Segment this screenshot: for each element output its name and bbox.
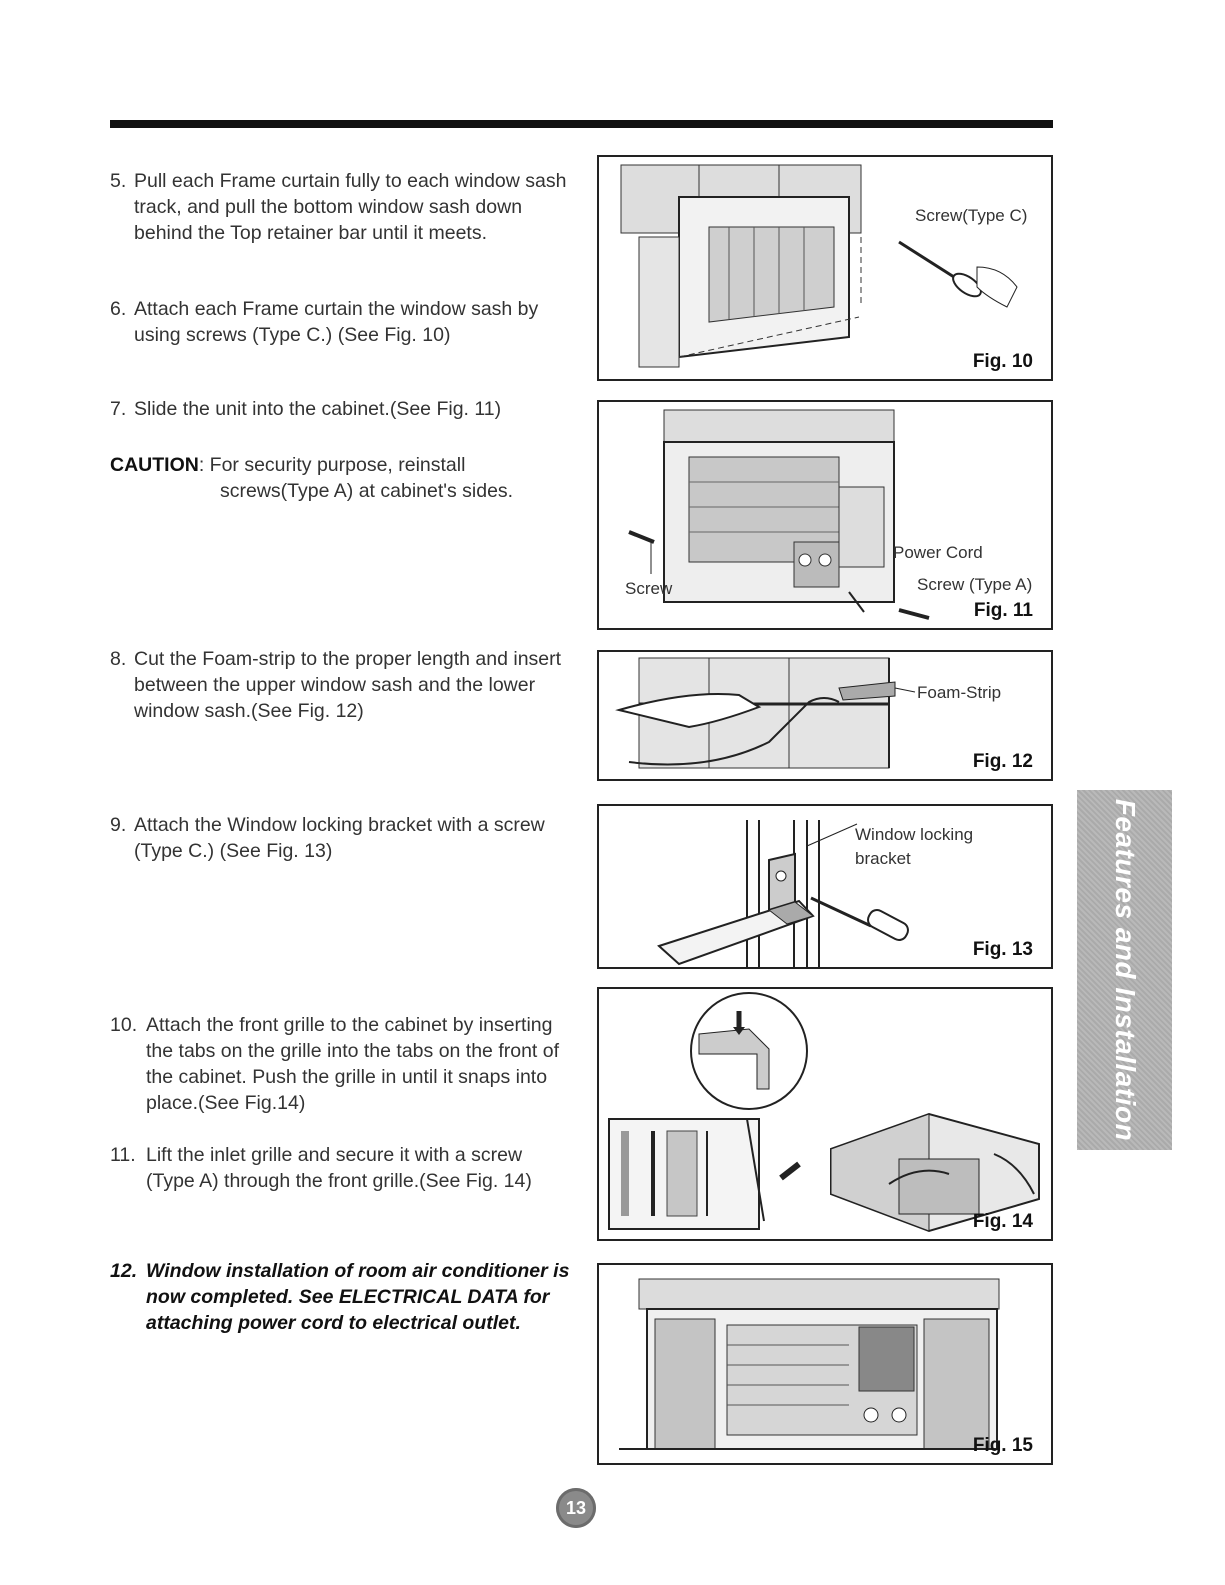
- step-text: Attach each Frame curtain the window sash by using screws (Type C.) (See Fig. 10): [134, 298, 539, 346]
- step-12: [110, 1258, 570, 1336]
- step-6: [110, 296, 570, 348]
- step-9: [110, 812, 570, 864]
- fig14-label: Fig. 14: [972, 1211, 1033, 1232]
- step-number: 6.: [110, 298, 127, 320]
- caution-note: CAUTION: For security purpose, reinstall screws(Type A) at cabinet's sides.: [110, 452, 570, 504]
- fig11-callout-screw: Screw: [625, 579, 673, 598]
- figure-15: [597, 1263, 1053, 1465]
- side-tab-label: Features and Installation: [1109, 798, 1141, 1142]
- fig13-label: Fig. 13: [972, 939, 1033, 960]
- step-text: Attach the front grille to the cabinet by inserting the tabs on the grille into the tabs on the front of the cabinet. Push the grille in until it snaps into place.(See Fig.14): [146, 1014, 560, 1114]
- fig11-label: Fig. 11: [973, 600, 1033, 621]
- figure-10: [597, 155, 1053, 381]
- top-rule: [110, 120, 1053, 128]
- figure-14: [597, 987, 1053, 1241]
- step-10: [110, 1012, 570, 1116]
- fig10-label: Fig. 10: [972, 351, 1033, 372]
- fig11-callout-screw-type-a: Screw (Type A): [917, 575, 1033, 594]
- figure-11: [597, 400, 1053, 630]
- fig12-label: Fig. 12: [972, 751, 1033, 772]
- step-number: 9.: [110, 814, 127, 836]
- section-side-tab: [1077, 790, 1172, 1150]
- step-11: [110, 1142, 570, 1194]
- figure-12: [597, 650, 1053, 781]
- step-8: [110, 646, 570, 724]
- fig10-illustration: [599, 157, 1053, 381]
- step-text: Window installation of room air conditioner is now completed. See ELECTRICAL DATA for attaching power cord to electrical outlet.: [146, 1260, 570, 1334]
- fig14-illustration: [599, 989, 1053, 1241]
- figure-13: [597, 804, 1053, 969]
- caution-line2: screws(Type A) at cabinet's sides.: [220, 480, 514, 502]
- fig13-callout-line1: Window locking: [855, 825, 974, 844]
- fig10-callout-screw: Screw(Type C): [915, 206, 1028, 225]
- step-text: Slide the unit into the cabinet.(See Fig. 11): [134, 398, 502, 420]
- step-7: [110, 396, 570, 422]
- step-number: 8.: [110, 648, 127, 670]
- fig11-callout-power-cord: Power Cord: [893, 543, 983, 562]
- step-5: [110, 168, 570, 246]
- step-number: 12.: [110, 1260, 138, 1282]
- fig12-callout-foam-strip: Foam-Strip: [917, 683, 1002, 702]
- step-number: 10.: [110, 1014, 138, 1036]
- fig13-callout-line2: bracket: [855, 849, 911, 868]
- caution-label: CAUTION: [110, 454, 199, 476]
- step-text: Cut the Foam-strip to the proper length and insert between the upper window sash and the lower window sash.(See Fig. 12): [134, 648, 562, 722]
- page-number: 13: [556, 1488, 596, 1528]
- fig15-label: Fig. 15: [972, 1435, 1033, 1456]
- caution-line1: For security purpose, reinstall: [209, 454, 466, 476]
- step-number: 5.: [110, 170, 127, 192]
- step-text: Attach the Window locking bracket with a screw (Type C.) (See Fig. 13): [134, 814, 545, 862]
- step-text: Pull each Frame curtain fully to each window sash track, and pull the bottom window sash down behind the Top retainer bar until it meets.: [134, 170, 567, 244]
- step-number: 11.: [110, 1144, 136, 1166]
- step-number: 7.: [110, 398, 127, 420]
- step-text: Lift the inlet grille and secure it with a screw (Type A) through the front grille.(See Fig. 14): [146, 1144, 532, 1192]
